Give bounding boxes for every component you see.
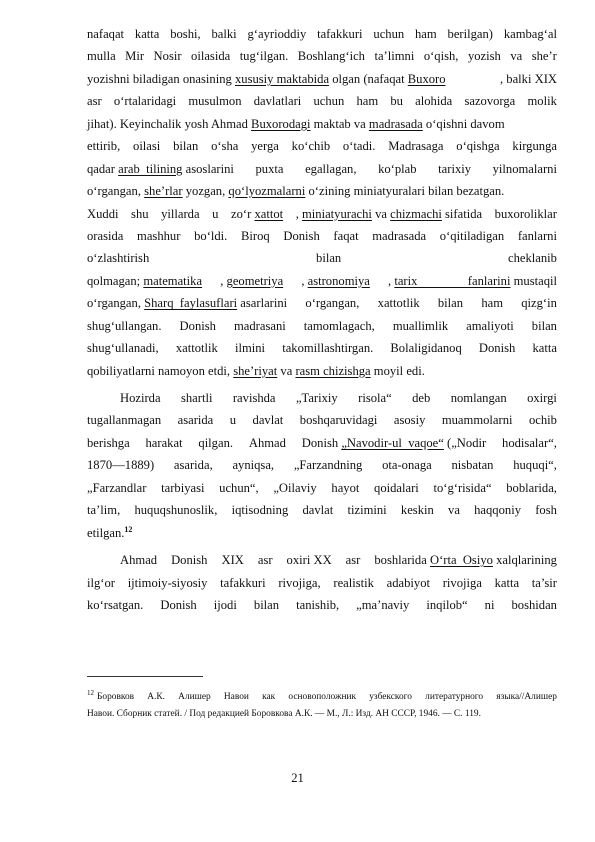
text-segment: 1870—1889) [87,458,155,473]
footnote-marker: 12 [87,688,94,697]
text-segment: deb [412,391,431,405]
text-segment: hayot [331,480,360,495]
hyperlink-text[interactable]: Buxoro [407,71,446,86]
text-segment: tamomlagach, [303,318,375,333]
footnote-word: языка//Алишер [496,692,557,702]
text-segment: faqat [333,228,359,243]
text-segment: Xuddi [87,206,119,221]
text-segment: rivojiga, [278,575,321,590]
text-segment: haqqoniy [474,503,521,518]
text-segment: oilasida [191,49,231,64]
text-segment: katta [134,27,160,41]
text-segment: molik [527,94,557,109]
hyperlink-text[interactable]: miniatyurachi [301,206,372,221]
text-segment: keskin [400,503,434,518]
text-segment: bo‘ldi. [194,228,228,243]
text-line [87,270,557,292]
text-segment: asr [257,553,273,568]
text-segment: egallagan, [305,161,357,176]
hyperlink-text[interactable]: astronomiya [307,273,370,288]
text-segment: yozishni biladigan onasining xususiy maktabida olgan (nafaqat Buxoro [87,71,446,86]
text-line [87,135,557,157]
text-line [87,45,557,67]
text-line [87,113,557,135]
text-segment: qilgan. [198,435,234,450]
text-segment: huquqi“, [513,458,557,473]
text-segment: berilgan) [447,27,493,41]
text-segment: o‘sha [211,139,239,154]
text-segment: qoidalari [374,480,419,495]
text-segment: ijodi [213,597,237,612]
text-segment: , balki XIX [499,71,557,86]
text-segment: zo‘r xattot [231,206,284,221]
text-segment: davlatlari [253,94,302,109]
text-segment: va [510,49,523,64]
text-segment: fanlarni [517,228,557,243]
text-segment: tizimini [347,503,387,518]
text-segment: ham [356,94,379,109]
text-segment: ko‘chib [291,139,331,154]
text-segment: o‘qish, [423,49,459,64]
text-segment: nisbatan [451,458,494,473]
text-segment: hodisalar“, [502,435,557,450]
text-segment: o‘tadi. [342,139,376,154]
text-line [87,477,557,499]
text-segment: tafakkuri [317,27,363,41]
text-segment: ni [484,597,495,612]
text-segment: ta’limni [374,49,415,64]
text-segment: Donish „Navodir-ul vaqoe“ („Nodir [301,435,487,450]
text-segment: mashhur [137,228,181,243]
text-segment: oilasi [133,139,161,154]
text-line [87,432,557,454]
footnote [87,689,557,723]
hyperlink-text[interactable]: she’riyat [233,363,278,378]
text-segment: o‘rtalaridagi [113,94,177,109]
text-segment: u [212,206,219,221]
hyperlink-text[interactable]: qo‘lyozmalarni [228,184,306,199]
text-segment: tarbiyasi [161,480,205,495]
text-segment: ravishda [232,391,276,405]
text-segment: yilnomalarni [492,161,557,176]
text-segment: bu [390,94,403,109]
text-segment: uchun [313,94,345,109]
text-segment: ta’sir [531,575,557,590]
text-line [87,68,557,90]
text-segment: harakat [145,435,183,450]
footnote-word: как [262,692,276,702]
footnote-word: Алишер [178,692,211,702]
text-segment: o‘qishga [456,139,500,154]
text-segment: „ma’naviy [356,597,410,612]
text-segment: g‘ayrioddiy [247,27,307,41]
footnote-word: Навои [223,692,249,702]
footnote-word: литературного [425,692,484,702]
footnote-reference[interactable]: 12 [124,524,133,534]
footnote-word: узбекского [369,692,412,702]
text-segment: tugallanmagan [87,413,162,428]
text-segment: huquqshunoslik, [134,503,218,518]
text-segment: boshlarida O‘rta Osiyo xalqlarining [374,553,557,568]
text-segment: amaliyoti [466,318,514,333]
hyperlink-text[interactable]: xattot [254,206,284,221]
text-segment: kirgunga [512,139,557,154]
text-segment: xattotlik [377,296,420,311]
text-line [87,572,557,594]
text-segment: o‘rgangan, she’rlar yozgan, qo‘lyozmalarni o‘zining miniatyuralari bilan bezatgan. [87,184,505,199]
text-segment: asarida, [173,458,213,473]
text-line [87,292,557,314]
text-segment: ko‘rsatgan. [87,597,144,612]
text-segment: tafakkuri [220,575,266,590]
hyperlink-text[interactable]: rasm chizishga [295,363,371,378]
text-segment: , miniatyurachi va chizmachi sifatida [295,206,483,221]
hyperlink-text[interactable]: xususiy maktabida [234,71,330,86]
text-segment: „Farzandlar [87,480,147,495]
text-segment: , geometriya [220,273,284,288]
text-segment: uchun“, [219,480,259,495]
text-segment: alohida [415,94,453,109]
text-segment: jihat). Keyinchalik yosh Ahmad Buxorodagi maktab va madrasada o‘qishni davom [87,116,505,131]
text-line [87,387,557,409]
text-segment: asosiy [393,413,426,428]
text-segment: katta [494,575,520,590]
text-segment: bilan [531,318,557,333]
text-segment: asr [345,553,361,568]
text-segment: Madrasaga [388,139,444,154]
text-segment: sazovorga [464,94,516,109]
text-line [87,549,557,571]
text-segment: yozish [467,49,501,64]
text-segment: takomillashtirgan. [282,341,374,356]
hyperlink-text[interactable]: she’rlar [144,184,183,199]
footnote-line [87,706,557,723]
text-segment: puxta [255,161,284,176]
text-line [87,315,557,337]
text-segment: ota-onaga [382,458,432,473]
text-segment: Donish [171,553,208,568]
text-line [87,594,557,616]
hyperlink-text[interactable]: Sharq faylasuflari [144,296,238,311]
text-segment: oxirgi [527,391,557,405]
text-segment: o‘rgangan, Sharq faylasuflari asarlarini [87,296,288,311]
footnote-word: Навои. Сборник статей. / Под редакцией Боровкова А.К. — М., Л.: Изд. АН СССР, 1946. — С. 119. [87,709,481,719]
text-line [87,337,557,359]
text-segment: Nosir [153,49,182,64]
text-segment: realistik [333,575,374,590]
text-segment: boshidan [511,597,557,612]
text-segment: yerga [251,139,279,154]
text-segment: boblarida, [506,480,557,495]
text-segment: madrasani [233,318,286,333]
text-segment: ijtimoiy-siyosiy [127,575,208,590]
page-number: 21 [291,771,304,785]
text-segment: Boshlang‘ich [297,49,365,64]
text-segment: shartli [180,391,213,405]
footnote-separator [87,676,203,677]
text-segment: oxiri XX [286,553,332,568]
text-segment: davlat [252,413,284,428]
text-segment: muammolarni [441,413,513,428]
text-segment: tug‘ilgan. [239,49,289,64]
text-segment: Donish [160,597,197,612]
text-segment: Donish [283,228,320,243]
text-segment: ilmini [234,341,266,356]
text-segment: bilan [173,139,199,154]
text-line [87,409,557,431]
text-segment: uchun [373,27,405,41]
text-line [87,203,557,225]
text-segment: Mir [125,49,145,64]
hyperlink-text[interactable]: O‘rta Osiyo [429,553,493,568]
text-segment: Ahmad [248,435,286,450]
text-segment: boshi, [170,27,201,41]
hyperlink-text[interactable]: madrasada [368,116,423,131]
text-line [87,499,557,521]
text-segment: cheklanib [508,251,557,266]
text-segment: „Farzandning [293,458,363,473]
text-segment: bilan [316,251,342,266]
text-segment: adabiyot [386,575,431,590]
text-segment: buxoroliklar [494,206,557,221]
text-segment: to‘g‘risida“ [433,480,492,495]
text-line [87,360,557,382]
text-segment: ettirib, [87,139,121,154]
text-segment: nafaqat [87,27,125,41]
text-segment: qadar arab tilining asoslarini [87,161,234,176]
text-segment: o‘qitiladigan [439,228,505,243]
hyperlink-text[interactable]: „Navodir-ul vaqoe“ [341,435,444,450]
text-segment: nomlangan [450,391,507,405]
text-segment: , tarix fanlarini mustaqil [388,273,557,288]
hyperlink-text[interactable]: geometriya [226,273,284,288]
text-segment: xattotlik [175,341,218,356]
text-segment: va [448,503,460,518]
text-segment: ham [415,27,437,41]
text-segment: Ahmad [120,553,158,568]
text-segment: ta’lim, [87,503,121,518]
text-segment: o‘rgangan, [305,296,360,311]
footnote-word: $^{12}$ Боровков [87,688,135,702]
text-segment: tanishib, [296,597,340,612]
text-segment: fosh [535,503,557,518]
text-segment: „Tarixiy [295,391,338,405]
text-segment: balki [211,27,237,41]
hyperlink-text[interactable]: Buxorodagi [251,116,311,131]
text-segment: madrasada [372,228,427,243]
body-text [87,23,557,616]
text-segment: qobiliyatlarni namoyon etdi, she’riyat va rasm chizishga moyil edi. [87,363,425,378]
hyperlink-text[interactable]: matematika [143,273,203,288]
text-segment: kambag‘al [503,27,557,41]
text-segment: Donish [179,318,216,333]
text-segment: o‘zlashtirish [87,251,150,266]
text-segment: XIX [221,553,244,568]
text-segment: inqilob“ [426,597,468,612]
text-segment: ilg‘or [87,575,115,590]
hyperlink-text[interactable]: tarix fanlarini [394,273,511,288]
text-segment: , astronomiya [301,273,370,288]
text-segment: shu [131,206,149,221]
text-segment: katta [532,341,557,356]
text-segment: etilgan.$^{12}$ [87,524,133,540]
text-segment: muallimlik [392,318,449,333]
hyperlink-text[interactable]: chizmachi [390,206,442,221]
text-segment: Biroq [241,228,270,243]
hyperlink-text[interactable]: arab tilining [118,161,183,176]
text-line [87,454,557,476]
text-segment: qizg‘in [521,296,557,311]
text-segment: Donish [478,341,516,356]
text-segment: Bolaligidanoq [390,341,462,356]
text-segment: mulla [87,49,116,64]
text-line [87,90,557,112]
text-segment: risola“ [358,391,392,405]
text-line [87,158,557,180]
text-segment: bilan [437,296,464,311]
footnote-line [87,689,557,706]
text-segment: boshqaruvidagi [299,413,378,428]
text-line [87,225,557,247]
text-line [87,23,557,45]
text-segment: orasida [87,228,124,243]
text-segment: tarixiy [438,161,472,176]
text-segment: davlat [302,503,334,518]
text-line [87,180,557,202]
footnote-word: основоположник [288,692,357,702]
text-segment: asr [87,94,102,109]
text-segment: iqtisodning [231,503,289,518]
text-segment: asarida [177,413,214,428]
text-segment: bilan [253,597,280,612]
text-segment: ko‘plab [378,161,417,176]
text-segment: Hozirda [120,391,161,405]
text-segment: yillarda [161,206,200,221]
text-line [87,247,557,269]
footnote-word: А.К. [147,692,165,702]
text-segment: shug‘ullanadi, [87,341,159,356]
text-segment: musulmon [188,94,242,109]
text-line [87,522,557,544]
text-segment: ayniqsa, [232,458,275,473]
text-segment: u [229,413,237,428]
text-segment: „Oilaviy [273,480,317,495]
text-segment: ochib [528,413,557,428]
text-segment: qolmagan; matematika [87,273,203,288]
text-segment: rivojiga [442,575,482,590]
text-segment: shug‘ullangan. [87,318,162,333]
text-segment: berishga [87,435,130,450]
text-segment: she’r [531,49,557,64]
text-segment: ham [481,296,503,311]
